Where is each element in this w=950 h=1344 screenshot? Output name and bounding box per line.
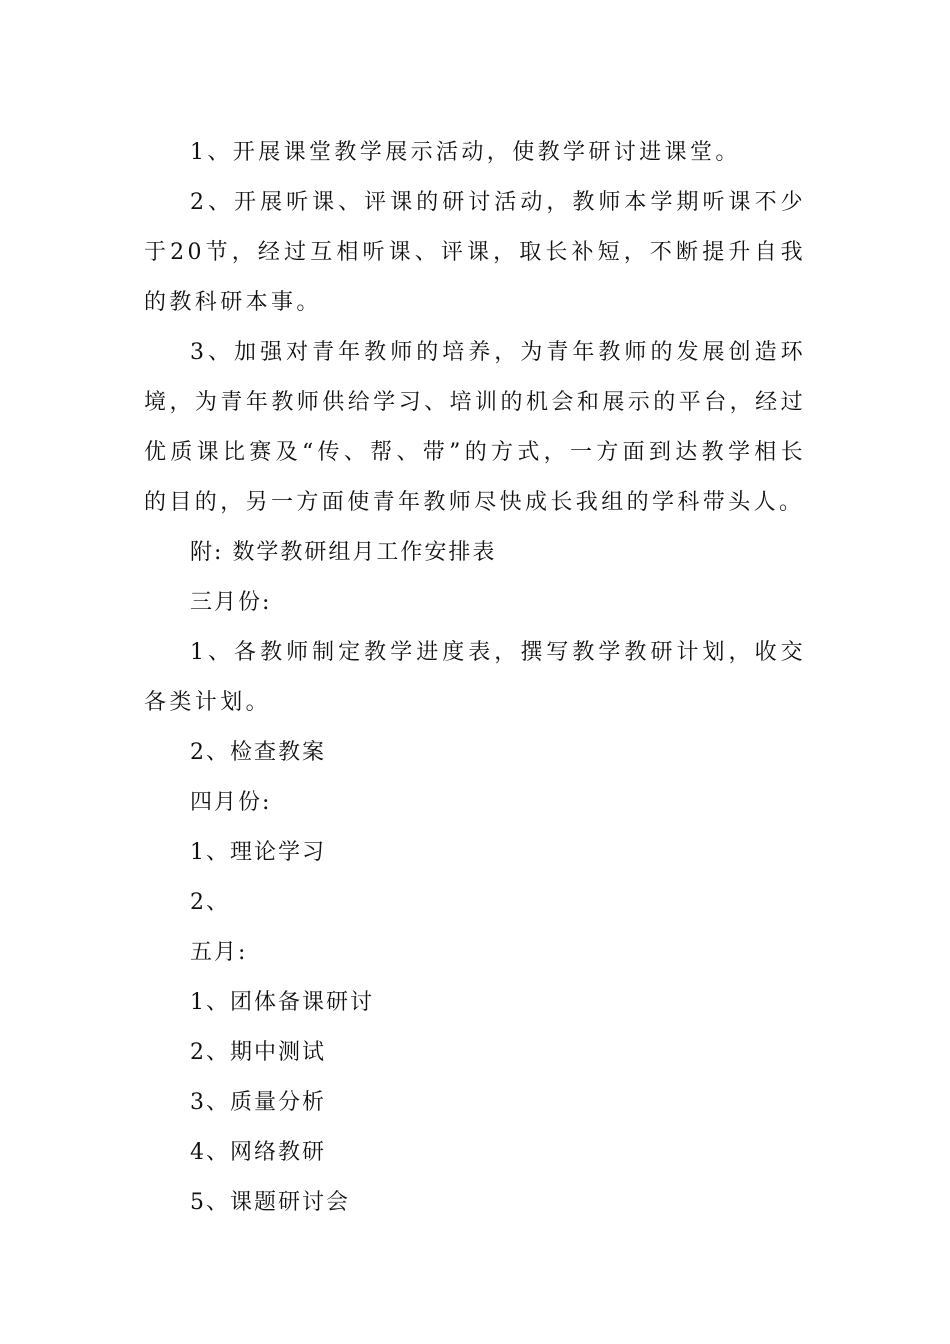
- may-item-3: 3、质量分析: [190, 1090, 326, 1115]
- paragraph-3: 3、加强对青年教师的培养，为青年教师的发展创造环境，为青年教师供给学习、培训的机会和展示的平台，经过优质课比赛及“传、帮、带”的方式，一方面到达教学相长的目的，另一方面使青年教师尽快成长我组的学科带头人。: [144, 340, 806, 515]
- may-item-1: 1、团体备课研讨: [190, 990, 374, 1015]
- paragraph-2: 2、开展听课、评课的研讨活动，教师本学期听课不少于20节，经过互相听课、评课，取长补短，不断提升自我的教科研本事。: [144, 190, 806, 315]
- may-item-5: 5、课题研讨会: [190, 1190, 350, 1215]
- may-heading: 五月:: [190, 940, 248, 965]
- may-item-4: 4、网络教研: [190, 1140, 326, 1165]
- april-item-1: 1、理论学习: [190, 840, 326, 865]
- document-page: [144, 128, 806, 1228]
- april-heading: 四月份:: [190, 790, 272, 815]
- april-item-2: 2、: [190, 890, 230, 915]
- paragraph-1: 1、开展课堂教学展示活动，使教学研讨进课堂。: [190, 140, 741, 165]
- march-heading: 三月份:: [190, 590, 272, 615]
- may-item-2: 2、期中测试: [190, 1040, 326, 1065]
- appendix-title: 附: 数学教研组月工作安排表: [190, 540, 497, 565]
- march-item-2: 2、检查教案: [190, 740, 326, 765]
- march-item-1: 1、各教师制定教学进度表，撰写教学教研计划，收交各类计划。: [144, 640, 806, 715]
